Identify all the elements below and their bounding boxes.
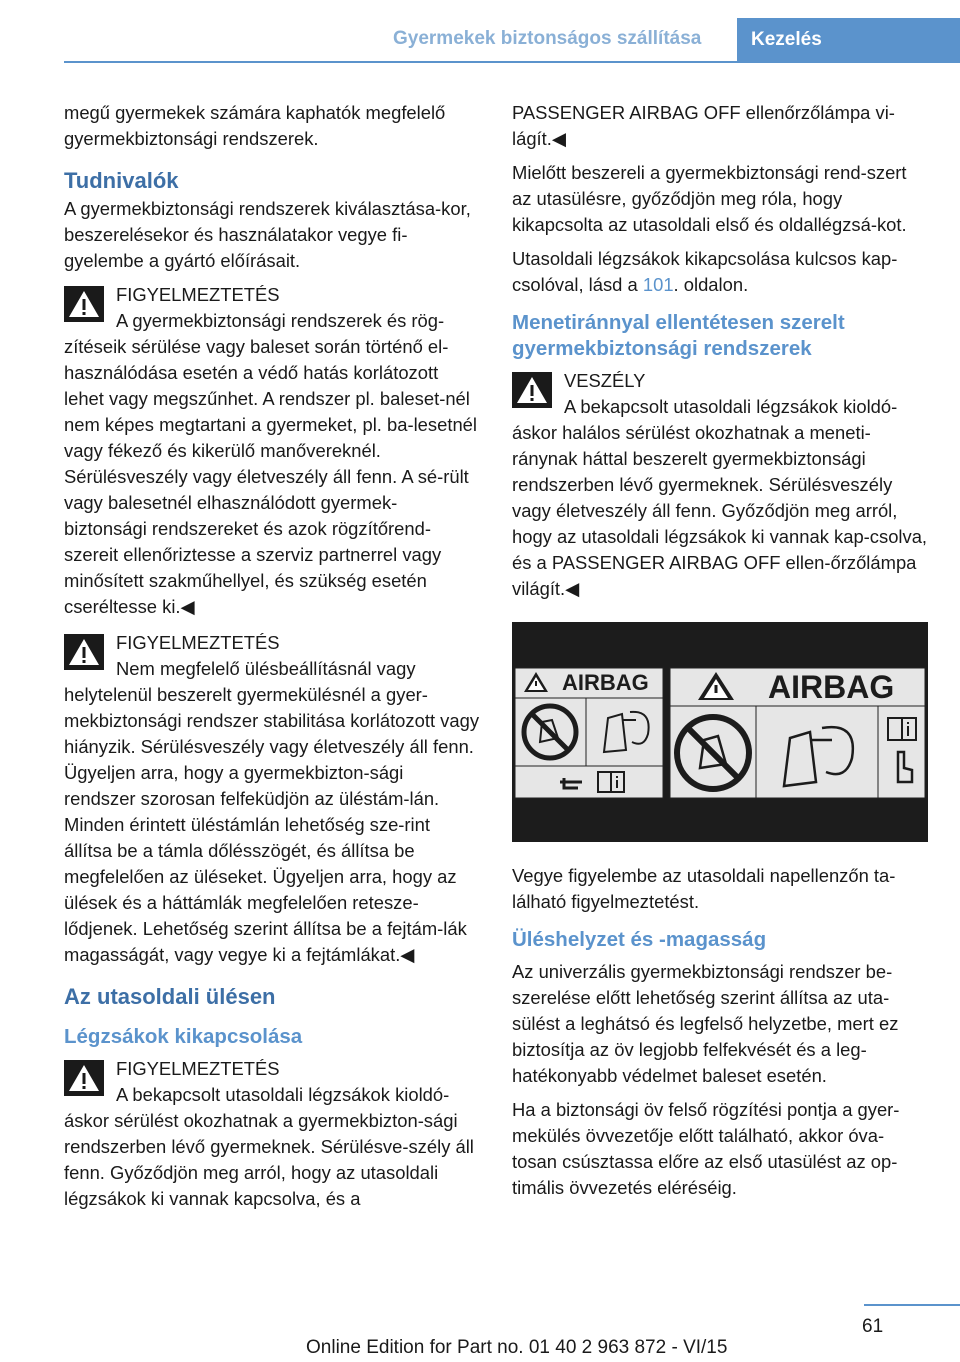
continued-paragraph: PASSENGER AIRBAG OFF ellenőrzőlámpa vi-lágít.◀ <box>512 102 895 149</box>
page-number: 61 <box>862 1316 884 1337</box>
danger-text: A bekapcsolt utasoldali légzsákok kioldó-áskor halálos sérülést okozhatnak a meneti-ránynak háttal beszerelt gyermekbiztonsági rendszerben lévő gyermeknek. Sérülésveszély vagy életveszély áll fenn. Győződjön meg arról, hogy az utasoldali légzsákok ki vannak kap-csolva, és a PASSENGER AIRBAG OFF ellen-őrzőlámpa világít.◀ <box>512 396 928 599</box>
paragraph-key-switch <box>512 246 928 298</box>
warning-triangle-icon <box>64 634 104 670</box>
airbag-warning-label-figure <box>512 622 928 842</box>
header-chapter-tab: Kezelés <box>737 18 960 62</box>
figure-label-large: AIRBAG <box>768 669 895 705</box>
right-column <box>512 100 928 1209</box>
paragraph-before-install: Mielőtt beszereli a gyermekbiztonsági rend-szert az utasülésre, győződjön meg róla, hogy kikapcsolta az utasoldali első és oldallégzsá-kot. <box>512 162 907 235</box>
left-column <box>64 100 480 1222</box>
heading-airbag-off: Légzsákok kikapcsolása <box>64 1025 303 1048</box>
text-segment: . oldalon. <box>673 274 749 295</box>
warning-text: A gyermekbiztonsági rendszerek és rög-zítéseik sérülése vagy baleset során történő el-használódása esetén a védő hatás korlátozott lehet vagy megszűnhet. A rendszer pl. baleset-nél nem képes megtartani a gyermeket, pl. ba-lesetnél vagy fékező és kikerülő manővereknél. Sérülésveszély vagy életveszély áll fenn. A sé-rült vagy balesetnél elhasználódott gyermek-biztonsági rendszereket és azok rögzítőrend-szereit ellenőriztesse a szerviz partnerrel vagy minősített szakműhellyel, és szükség esetén cseréltesse ki.◀ <box>64 310 477 617</box>
warning-box-2 <box>64 630 480 968</box>
warning-title: FIGYELMEZTETÉS <box>116 632 280 653</box>
header-rule <box>64 61 960 63</box>
heading-passenger-seat: Az utasoldali ülésen <box>64 984 276 1009</box>
warning-triangle-icon <box>64 286 104 322</box>
danger-box <box>512 368 928 602</box>
text-segment: Utasoldali légzsákok kikapcsolása kulcsos kap-csolóval, lásd a <box>512 248 898 295</box>
page-header <box>0 0 960 62</box>
warning-text: A bekapcsolt utasoldali légzsákok kioldó-áskor sérülést okozhatnak a gyermekbizton-sági rendszerben lévő gyermeknek. Sérülésve-szély áll fenn. Győződjön meg arról, hogy az utasoldali légzsákok ki vannak kapcsolva, és a <box>64 1084 474 1209</box>
paragraph-seat-position: Az univerzális gyermekbiztonsági rendszer be-szerelése előtt lehetőség szerint állítsa az uta-sülést a leghátsó és legfelső helyzetbe, mert ez biztosítja az öv legjobb felfekvését és a leg-hatékonyabb védelmet baleset esetén. <box>512 961 899 1086</box>
notes-paragraph: A gyermekbiztonsági rendszerek kiválasztása-kor, beszerelésekor és használatakor vegye fi-gyelembe a gyártó előírásait. <box>64 198 471 271</box>
warning-title: FIGYELMEZTETÉS <box>116 1058 280 1079</box>
warning-triangle-icon <box>64 1060 104 1096</box>
figure-label-small: AIRBAG <box>562 670 649 695</box>
heading-notes: Tudnivalók <box>64 168 179 193</box>
heading-rear-facing: Menetiránnyal ellentétesen szerelt gyermekbiztonsági rendszerek <box>512 311 845 360</box>
danger-title: VESZÉLY <box>564 370 646 391</box>
warning-box-1 <box>64 282 480 620</box>
paragraph-belt-guide: Ha a biztonsági öv felső rögzítési pontja a gyer-mekülés övvezetője előtt található, akkor óva-tosan csúsztassa előre az első utasülést az op-timális övvezetés eléréséig. <box>512 1099 900 1198</box>
header-section-title: Gyermekek biztonságos szállítása <box>393 28 702 49</box>
edition-footer: Online Edition for Part no. 01 40 2 963 872 - VI/15 <box>306 1337 728 1358</box>
warning-box-3 <box>64 1056 480 1212</box>
warning-text: Nem megfelelő ülésbeállításnál vagy helytelenül beszerelt gyermekülésnél a gyer-mekbiztonsági rendszer stabilitása korlátozott vagy hiányzik. Sérülésveszély vagy életveszély áll fenn. Ügyeljen arra, hogy a gyermekbizton-sági rendszer szorosan felfeküdjön az üléstám-lán. Minden érintett üléstámlán lehetőség sze-rint állítsa be a támla dőlésszögét, és állítsa be megfelelően az üléseket. Ügyeljen arra, hogy az ülések és a háttámlák megfelelően retesze-lődjenek. Lehetőség szerint állítsa be a fejtám-lák magasságát, vagy vegye ki a fejtámlákat.◀ <box>64 658 480 965</box>
figure-caption: Vegye figyelembe az utasoldali napellenzőn ta-lálható figyelmeztetést. <box>512 865 896 912</box>
intro-paragraph: megű gyermekek számára kaphatók megfelelő gyermekbiztonsági rendszerek. <box>64 102 446 149</box>
warning-title: FIGYELMEZTETÉS <box>116 284 280 305</box>
warning-triangle-icon <box>512 372 552 408</box>
page-link[interactable]: 101 <box>642 274 674 295</box>
heading-seat-position: Üléshelyzet és -magasság <box>512 928 767 951</box>
footer-rule <box>864 1304 960 1306</box>
